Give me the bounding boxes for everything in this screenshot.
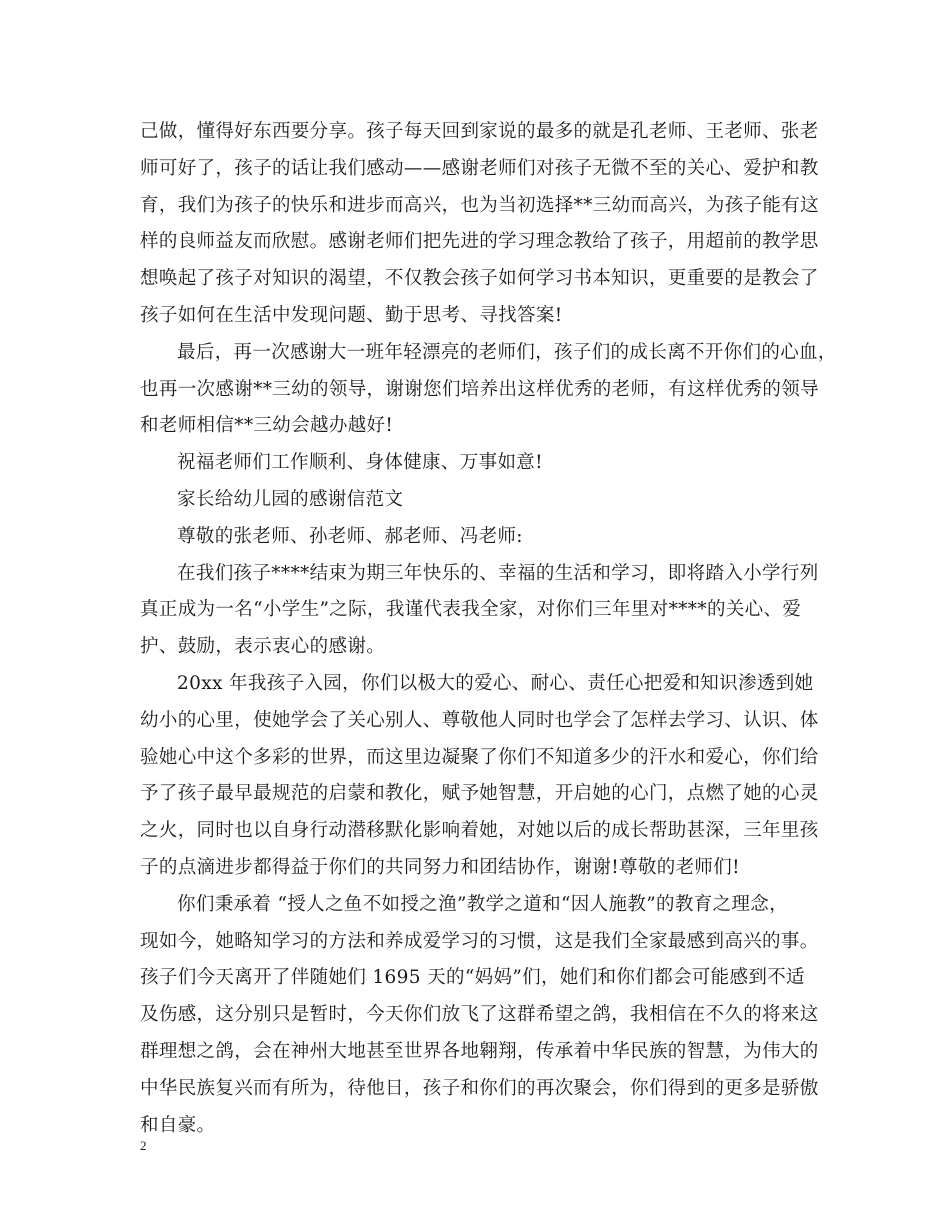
text-line: 你们秉承着 “授人之鱼不如授之渔”教学之道和“因人施教”的教育之理念， bbox=[177, 893, 788, 915]
text-line: 及伤感，这分别只是暂时，今天你们放飞了这群希望之鸽，我相信在不久的将来这 bbox=[140, 1004, 819, 1026]
text-line: 最后，再一次感谢大一班年轻漂亮的老师们，孩子们的成长离不开你们的心血， bbox=[177, 341, 837, 363]
text-line: 真正成为一名“小学生”之际，我谨代表我全家，对你们三年里对****的关心、爱 bbox=[140, 599, 802, 621]
text-line: 孩子如何在生活中发现问题、勤于思考、寻找答案! bbox=[140, 304, 563, 326]
text-line: 幼小的心里，使她学会了关心别人、尊敬他人同时也学会了怎样去学习、认识、体 bbox=[140, 709, 819, 731]
text-line: 样的良师益友而欣慰。感谢老师们把先进的学习理念教给了孩子，用超前的教学思 bbox=[140, 231, 819, 253]
text-line: 之火，同时也以自身行动潜移默化影响着她，对她以后的成长帮助甚深，三年里孩 bbox=[140, 820, 819, 842]
text-line: 现如今，她略知学习的方法和养成爱学习的习惯，这是我们全家最感到高兴的事。 bbox=[140, 930, 819, 952]
text-line: 师可好了，孩子的话让我们感动——感谢老师们对孩子无微不至的关心、爱护和教 bbox=[140, 157, 819, 179]
text-line: 孩子们今天离开了伴随她们 1695 天的“妈妈”们，她们和你们都会可能感到不适 bbox=[140, 967, 805, 989]
text-line: 子的点滴进步都得益于你们的共同努力和团结协作，谢谢!尊敬的老师们! bbox=[140, 856, 740, 878]
text-line: 育，我们为孩子的快乐和进步而高兴，也为当初选择**三幼而高兴，为孩子能有这 bbox=[140, 194, 819, 216]
text-line: 己做，懂得好东西要分享。孩子每天回到家说的最多的就是孔老师、王老师、张老 bbox=[140, 121, 819, 142]
text-line: 和老师相信**三幼会越办越好! bbox=[140, 415, 394, 437]
text-line: 予了孩子最早最规范的启蒙和教化，赋予她智慧，开启她的心门，点燃了她的心灵 bbox=[140, 783, 819, 805]
text-line: 也再一次感谢**三幼的领导，谢谢您们培养出这样优秀的老师，有这样优秀的领导 bbox=[140, 378, 819, 400]
text-line: 中华民族复兴而有所为，待他日，孩子和你们的再次聚会，你们得到的更多是骄傲 bbox=[140, 1077, 819, 1099]
text-line: 和自豪。 bbox=[140, 1114, 216, 1136]
text-line: 验她心中这个多彩的世界，而这里边凝聚了你们不知道多少的汗水和爱心，你们给 bbox=[140, 746, 819, 768]
text-line: 在我们孩子****结束为期三年快乐的、幸福的生活和学习，即将踏入小学行列 bbox=[177, 562, 819, 584]
text-line: 群理想之鸽，会在神州大地甚至世界各地翱翔，传承着中华民族的智慧，为伟大的 bbox=[140, 1040, 819, 1062]
document-body bbox=[140, 114, 837, 1144]
text-line: 尊敬的张老师、孙老师、郝老师、冯老师: bbox=[177, 525, 523, 547]
text-line: 家长给幼儿园的感谢信范文 bbox=[177, 488, 404, 510]
text-line: 想唤起了孩子对知识的渴望，不仅教会孩子如何学习书本知识，更重要的是教会了 bbox=[140, 268, 819, 290]
text-line: 20xx 年我孩子入园，你们以极大的爱心、耐心、责任心把爱和知识渗透到她 bbox=[177, 672, 814, 694]
text-line: 护、鼓励，表示衷心的感谢。 bbox=[140, 636, 386, 658]
page-number: 2 bbox=[140, 1138, 147, 1153]
text-line: 祝福老师们工作顺利、身体健康、万事如意! bbox=[177, 452, 543, 474]
